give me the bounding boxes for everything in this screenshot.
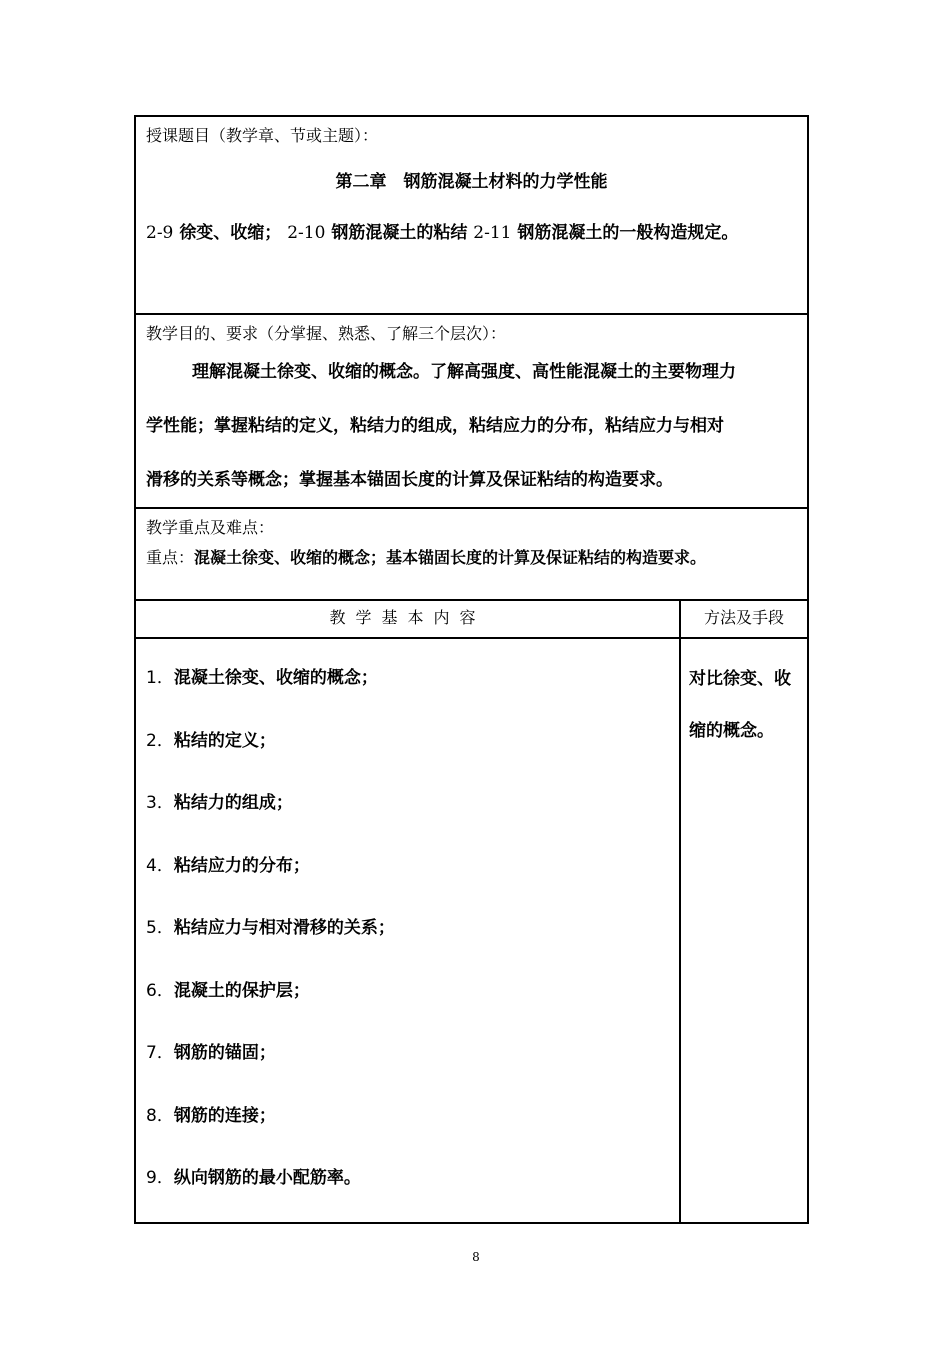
item-number: 7．	[146, 1043, 174, 1063]
section-number: 2-11	[473, 223, 512, 243]
key-points-text	[146, 545, 797, 568]
item-number: 1．	[146, 668, 174, 688]
list-item	[146, 722, 679, 785]
list-item	[146, 1159, 679, 1222]
item-number: 6．	[146, 980, 174, 1001]
item-text: 粘结力的组成；	[173, 793, 293, 813]
aims-line: 理解混凝土徐变、收缩的概念。了解高强度、高性能混凝土的主要物理力	[192, 362, 736, 382]
list-item	[146, 1097, 679, 1160]
key-points-prefix: 重点：	[146, 548, 195, 567]
item-text: 钢筋的连接；	[173, 1105, 276, 1126]
section-number: 2-10	[287, 223, 326, 243]
list-item	[146, 847, 679, 910]
section-title: 徐变、收缩；	[179, 223, 282, 243]
list-item	[146, 784, 679, 847]
item-number: 9．	[146, 1168, 174, 1188]
content-items-cell	[135, 638, 680, 1223]
aims-label: 教学目的、要求（分掌握、熟悉、了解三个层次）：	[146, 324, 507, 343]
aims-line: 学性能；掌握粘结的定义，粘结力的组成，粘结应力的分布，粘结应力与相对	[146, 416, 724, 436]
key-points-label: 教学重点及难点：	[146, 518, 275, 537]
list-item	[146, 909, 679, 972]
item-number: 4．	[146, 855, 174, 876]
item-text: 粘结应力与相对滑移的关系；	[173, 918, 395, 938]
aims-text	[146, 345, 797, 507]
section-title: 钢筋混凝土的一般构造规定。	[517, 223, 739, 243]
key-points-body: 混凝土徐变、收缩的概念；基本锚固长度的计算及保证粘结的构造要求。	[194, 548, 707, 567]
lesson-plan-table	[134, 115, 809, 1224]
content-header-main: 教学基本内容	[135, 600, 680, 638]
item-number: 2．	[146, 730, 174, 751]
key-points-row	[135, 508, 808, 600]
method-note	[681, 639, 807, 757]
method-line: 对比徐变、收	[689, 669, 791, 689]
page-number: 8	[472, 1250, 480, 1264]
list-item	[146, 972, 679, 1035]
section-list	[146, 218, 797, 243]
topic-cell	[135, 116, 808, 314]
topic-row	[135, 116, 808, 314]
method-line: 缩的概念。	[689, 721, 774, 741]
section-number: 2-9	[146, 223, 174, 243]
item-text: 混凝土的保护层；	[173, 980, 310, 1001]
content-header-side: 方法及手段	[680, 600, 808, 638]
topic-label: 授课题目（教学章、节或主题）：	[146, 126, 379, 145]
aims-line: 滑移的关系等概念；掌握基本锚固长度的计算及保证粘结的构造要求。	[146, 470, 673, 490]
item-number: 5．	[146, 918, 174, 938]
item-text: 钢筋的锚固；	[173, 1043, 276, 1063]
content-body-row	[135, 638, 808, 1223]
content-item-list	[136, 639, 679, 1222]
list-item	[146, 1034, 679, 1097]
item-text: 粘结的定义；	[173, 730, 276, 751]
aims-cell	[135, 314, 808, 508]
content-header-row	[135, 600, 808, 638]
lesson-plan-sheet	[134, 115, 807, 1195]
item-number: 8．	[146, 1105, 174, 1126]
list-item	[146, 659, 679, 722]
item-text: 纵向钢筋的最小配筋率。	[173, 1168, 361, 1188]
item-text: 混凝土徐变、收缩的概念；	[173, 668, 378, 688]
aims-row	[135, 314, 808, 508]
item-text: 粘结应力的分布；	[173, 855, 310, 876]
key-points-cell	[135, 508, 808, 600]
item-number: 3．	[146, 793, 174, 813]
method-cell	[680, 638, 808, 1223]
chapter-title: 第二章 钢筋混凝土材料的力学性能	[335, 172, 608, 192]
section-title: 钢筋混凝土的粘结	[331, 223, 468, 243]
